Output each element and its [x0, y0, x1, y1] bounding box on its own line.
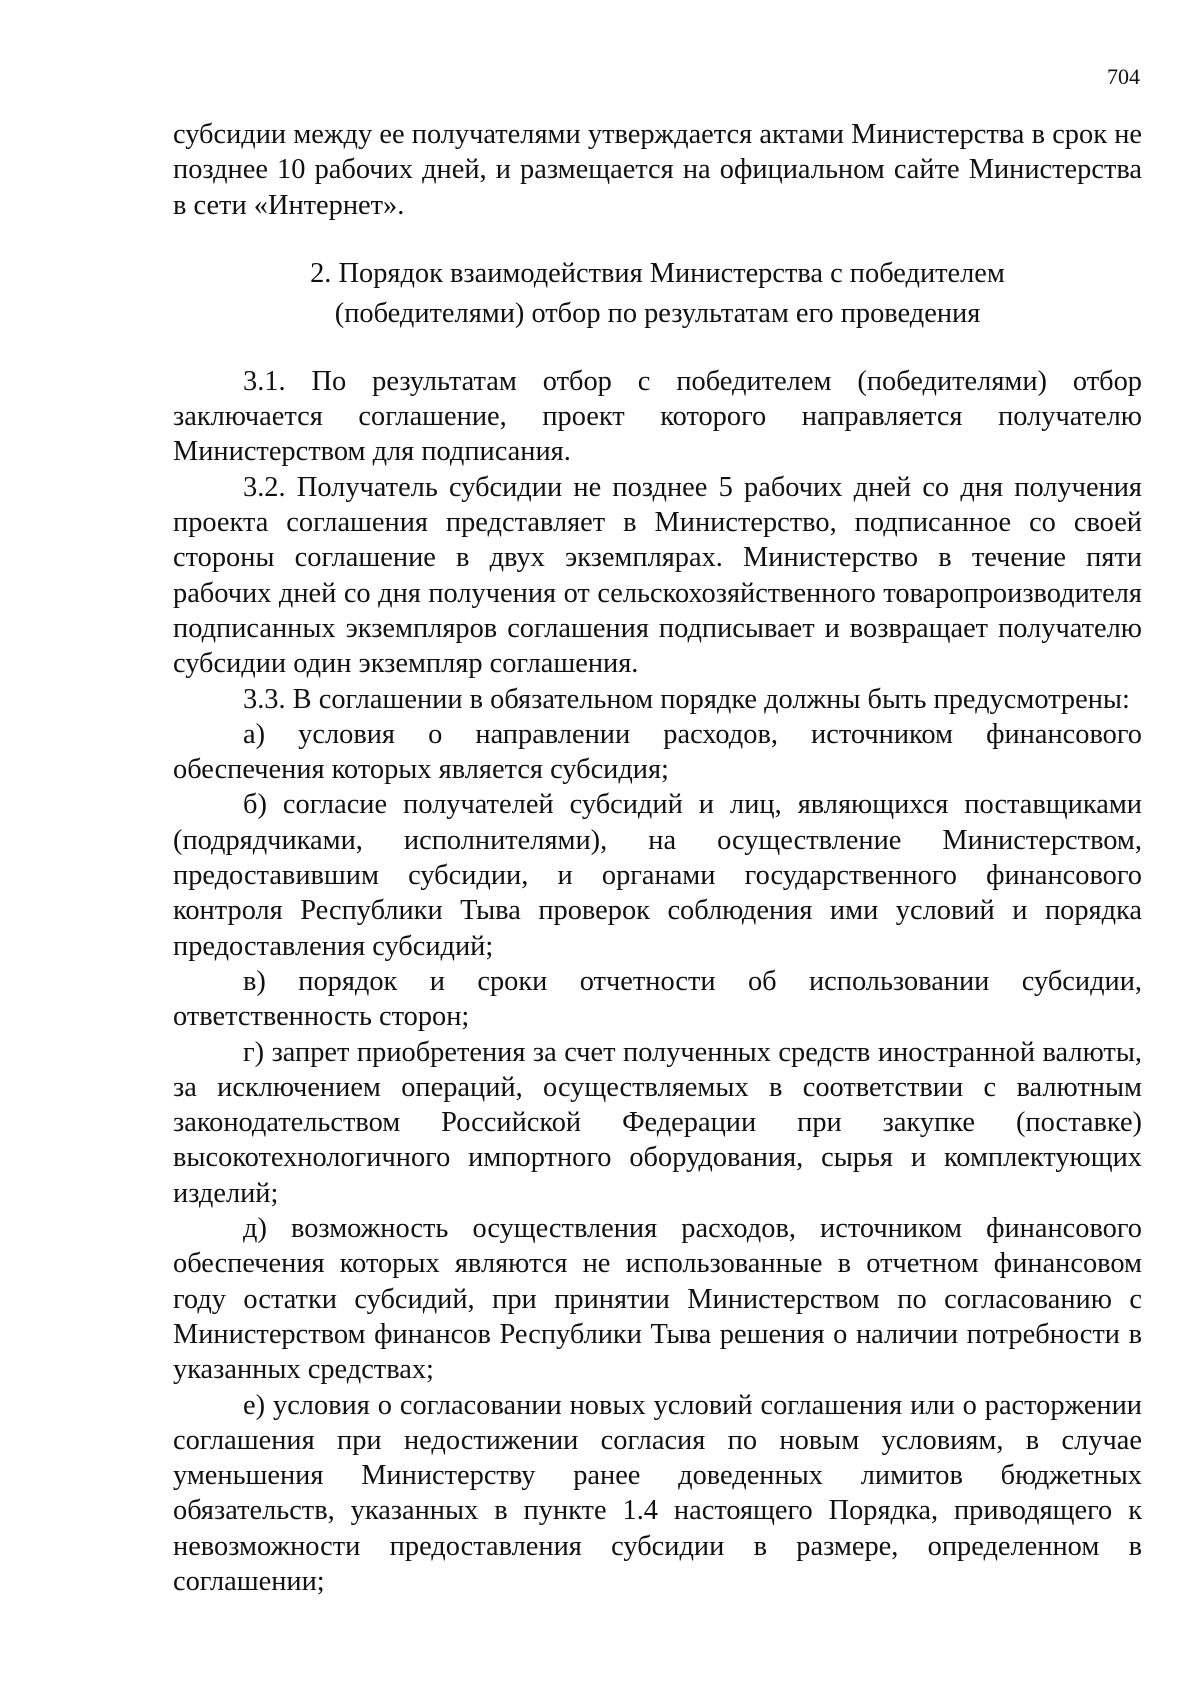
list-item-b: б) согласие получателей субсидий и лиц, являющихся поставщиками (подрядчиками, исполнителями), на осуществление Министерством, предоставившим субсидии, и органами государственного финансового контроля Республики Тыва проверок соблюдения ими условий и порядка предоставления субсидий;: [173, 789, 1142, 962]
document-body: [173, 117, 1142, 1599]
list-item-e: е) условия о согласовании новых условий соглашения или о расторжении соглашения при недостижении согласия по новым условиям, в случае уменьшения Министерству ранее доведенных лимитов бюджетных обязательств, указанных в пункте 1.4 настоящего Порядка, приводящего к невозможности предоставления субсидии в размере, определенном в соглашении;: [173, 1389, 1142, 1597]
paragraph-3-3: 3.3. В соглашении в обязательном порядке должны быть предусмотрены:: [243, 683, 1130, 715]
list-item-g: г) запрет приобретения за счет полученных средств иностранной валюты, за исключением операций, осуществляемых в соответствии с валютным законодательством Российской Федерации при закупке (поставке) высокотехнологичного импортного оборудования, сырья и комплектующих изделий;: [173, 1036, 1142, 1209]
paragraph-3-1: 3.1. По результатам отбор с победителем (победителями) отбор заключается соглашение, проект которого направляется получателю Министерством для подписания.: [173, 365, 1142, 468]
section-heading-line-1: 2. Порядок взаимодействия Министерства с победителем: [310, 257, 1005, 289]
paragraph-3-2: 3.2. Получатель субсидии не позднее 5 рабочих дней со дня получения проекта соглашения представляет в Министерство, подписанное со своей стороны соглашение в двух экземплярах. Министерство в течение пяти рабочих дней со дня получения от сельскохозяйственного товаропроизводителя подписанных экземпляров соглашения подписывает и возвращает получателю субсидии один экземпляр соглашения.: [173, 471, 1142, 680]
page-number: 704: [1107, 64, 1140, 89]
list-item-v: в) порядок и сроки отчетности об использовании субсидии, ответственность сторон;: [173, 965, 1142, 1033]
list-item-d: д) возможность осуществления расходов, источником финансового обеспечения которых являются не использованные в отчетном финансовом году остатки субсидий, при принятии Министерством по согласованию с Министерством финансов Республики Тыва решения о наличии потребности в указанных средствах;: [173, 1213, 1142, 1386]
section-heading-line-2: (победителями) отбор по результатам его проведения: [334, 297, 981, 329]
list-item-a: а) условия о направлении расходов, источником финансового обеспечения которых является субсидия;: [173, 718, 1142, 786]
lead-paragraph: субсидии между ее получателями утверждается актами Министерства в срок не позднее 10 рабочих дней, и размещается на официальном сайте Министерства в сети «Интернет».: [173, 119, 1142, 221]
section-heading: [173, 254, 1142, 334]
